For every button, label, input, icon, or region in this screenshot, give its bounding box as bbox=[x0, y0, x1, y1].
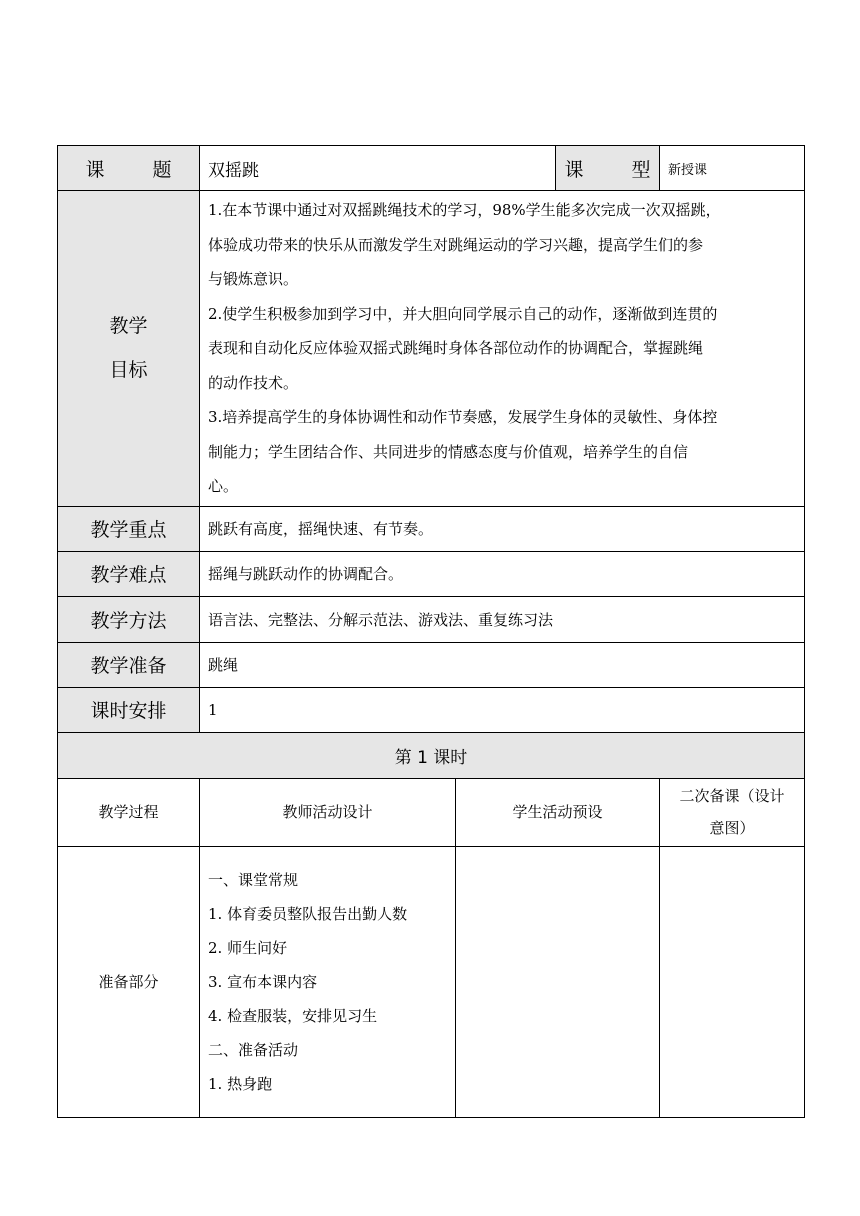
prep-second-cell bbox=[660, 846, 805, 1117]
prep-step: 2. 师生问好 bbox=[208, 938, 288, 957]
col-second-line2: 意图） bbox=[709, 819, 755, 837]
lesson-plan bbox=[57, 145, 804, 1118]
type-value: 新授课 bbox=[660, 146, 805, 191]
goal-line: 制能力；学生团结合作、共同进步的情感态度与价值观，培养学生的自信 bbox=[208, 442, 689, 461]
topic-label bbox=[58, 146, 200, 191]
goal-line: 2.使学生积极参加到学习中，并大胆向同学展示自己的动作，逐渐做到连贯的 bbox=[208, 304, 718, 323]
difficulty-row bbox=[58, 551, 805, 596]
topic-row bbox=[58, 146, 805, 191]
methods-row bbox=[58, 596, 805, 642]
topic-value: 双摇跳 bbox=[200, 146, 556, 191]
goals-label-line2: 目标 bbox=[109, 359, 148, 382]
goals-label-line1: 教学 bbox=[109, 315, 148, 338]
topic-label-a: 课 bbox=[85, 158, 105, 181]
prep-step: 一、课堂常规 bbox=[208, 870, 299, 889]
type-label bbox=[556, 146, 660, 191]
goal-line: 与锻炼意识。 bbox=[208, 270, 299, 288]
methods-value: 语言法、完整法、分解示范法、游戏法、重复练习法 bbox=[200, 596, 805, 642]
prep-steps bbox=[200, 846, 456, 1117]
difficulty-value: 摇绳与跳跃动作的协调配合。 bbox=[200, 551, 805, 596]
col-process: 教学过程 bbox=[58, 778, 200, 846]
type-label-b: 型 bbox=[631, 158, 651, 181]
key-points-value: 跳跃有高度，摇绳快速、有节奏。 bbox=[200, 506, 805, 551]
col-student: 学生活动预设 bbox=[456, 778, 660, 846]
goals-text bbox=[200, 191, 805, 507]
goal-line: 体验成功带来的快乐从而激发学生对跳绳运动的学习兴趣，提高学生们的参 bbox=[208, 235, 704, 254]
schedule-value: 1 bbox=[200, 687, 805, 732]
preparation-label: 教学准备 bbox=[58, 642, 200, 687]
preparation-value: 跳绳 bbox=[200, 642, 805, 687]
col-second-prep bbox=[660, 778, 805, 846]
key-points-label: 教学重点 bbox=[58, 506, 200, 551]
col-teacher: 教师活动设计 bbox=[200, 778, 456, 846]
schedule-label: 课时安排 bbox=[58, 687, 200, 732]
goal-line: 心。 bbox=[208, 477, 239, 495]
goals-label bbox=[58, 191, 200, 507]
prep-step: 1. 体育委员整队报告出勤人数 bbox=[208, 904, 408, 923]
lesson-plan-table bbox=[57, 145, 805, 1118]
prep-step: 4. 检查服装，安排见习生 bbox=[208, 1006, 378, 1025]
lesson-title-row bbox=[58, 732, 805, 778]
col-second-line1: 二次备课（设计 bbox=[679, 787, 785, 805]
preparation-row bbox=[58, 642, 805, 687]
key-points-row bbox=[58, 506, 805, 551]
prep-step: 二、准备活动 bbox=[208, 1040, 299, 1059]
prep-student-cell bbox=[456, 846, 660, 1117]
goal-line: 1.在本节课中通过对双摇跳绳技术的学习，98%学生能多次完成一次双摇跳， bbox=[208, 201, 721, 219]
type-label-a: 课 bbox=[564, 158, 584, 181]
methods-label: 教学方法 bbox=[58, 596, 200, 642]
lesson-title: 第 1 课时 bbox=[58, 732, 805, 778]
topic-label-b: 题 bbox=[152, 158, 172, 181]
goal-line: 的动作技术。 bbox=[208, 373, 299, 392]
goal-line: 表现和自动化反应体验双摇式跳绳时身体各部位动作的协调配合，掌握跳绳 bbox=[208, 339, 704, 357]
lesson-columns-row bbox=[58, 778, 805, 846]
prep-section-row bbox=[58, 846, 805, 1117]
prep-step: 3. 宣布本课内容 bbox=[208, 972, 318, 991]
prep-step: 1. 热身跑 bbox=[208, 1074, 273, 1093]
goal-line: 3.培养提高学生的身体协调性和动作节奏感，发展学生身体的灵敏性、身体控 bbox=[208, 408, 718, 426]
difficulty-label: 教学难点 bbox=[58, 551, 200, 596]
prep-label: 准备部分 bbox=[58, 846, 200, 1117]
schedule-row bbox=[58, 687, 805, 732]
goals-row bbox=[58, 191, 805, 507]
